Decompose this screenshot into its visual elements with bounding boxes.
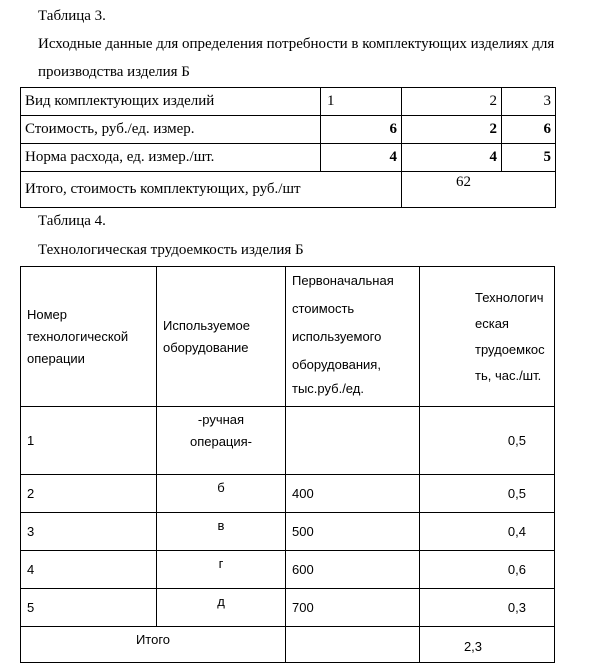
table4-caption: Таблица 4.: [38, 213, 106, 229]
equipment-cell: б: [157, 475, 286, 513]
table3-description-line2: производства изделия Б: [38, 64, 190, 80]
cost-cell: 400: [286, 475, 420, 513]
cell-value: 4: [402, 144, 502, 172]
header-operation-number: Номер технологической операции: [21, 267, 157, 407]
header-initial-cost: Первоначальная стоимость используемого оборудования, тыс.руб./ед.: [286, 267, 420, 407]
operation-number: 4: [21, 551, 157, 589]
equipment-cell: -ручная операция-: [157, 407, 286, 475]
header-cell-3: 3: [502, 88, 556, 116]
row-label: Стоимость, руб./ед. измер.: [21, 116, 321, 144]
labor-cell: 0,6: [420, 551, 555, 589]
header-cell-1: 1: [321, 88, 402, 116]
equipment-cell: д: [157, 589, 286, 627]
total-label: Итого: [21, 627, 286, 663]
cell-value: 6: [321, 116, 402, 144]
table-row: [21, 407, 555, 475]
table-row: [21, 144, 556, 172]
total-labor: 2,3: [420, 627, 555, 663]
operation-number: 1: [21, 407, 157, 475]
labor-cell: 0,5: [420, 475, 555, 513]
table-row: [21, 551, 555, 589]
labor-table: [20, 266, 555, 663]
table-row: [21, 88, 556, 116]
row-label: Норма расхода, ед. измер./шт.: [21, 144, 321, 172]
components-table: [20, 87, 556, 208]
table-row: [21, 475, 555, 513]
table4-description: Технологическая трудоемкость изделия Б: [38, 242, 304, 258]
table3-caption: Таблица 3.: [38, 8, 106, 24]
labor-cell: 0,4: [420, 513, 555, 551]
operation-number: 5: [21, 589, 157, 627]
operation-number: 3: [21, 513, 157, 551]
labor-cell: 0,3: [420, 589, 555, 627]
total-label: Итого, стоимость комплектующих, руб./шт: [21, 172, 402, 208]
header-labor: Технологич еская трудоемкос ть, час./шт.: [420, 267, 555, 407]
table-header-row: [21, 267, 555, 407]
cost-cell: [286, 407, 420, 475]
cell-value: 5: [502, 144, 556, 172]
total-value: 62: [402, 172, 556, 208]
total-cost-cell: [286, 627, 420, 663]
cost-cell: 600: [286, 551, 420, 589]
table-row: [21, 589, 555, 627]
cell-value: 4: [321, 144, 402, 172]
header-cell-type: Вид комплектующих изделий: [21, 88, 321, 116]
operation-number: 2: [21, 475, 157, 513]
header-equipment: Используемое оборудование: [157, 267, 286, 407]
cost-cell: 700: [286, 589, 420, 627]
equipment-cell: в: [157, 513, 286, 551]
table-row: [21, 116, 556, 144]
table-row-total: [21, 172, 556, 208]
table-row-total: [21, 627, 555, 663]
cell-value: 2: [402, 116, 502, 144]
labor-cell: 0,5: [420, 407, 555, 475]
cost-cell: 500: [286, 513, 420, 551]
table3-description-line1: Исходные данные для определения потребности в комплектующих изделиях для: [38, 36, 555, 52]
header-cell-2: 2: [402, 88, 502, 116]
cell-value: 6: [502, 116, 556, 144]
equipment-cell: г: [157, 551, 286, 589]
table-row: [21, 513, 555, 551]
